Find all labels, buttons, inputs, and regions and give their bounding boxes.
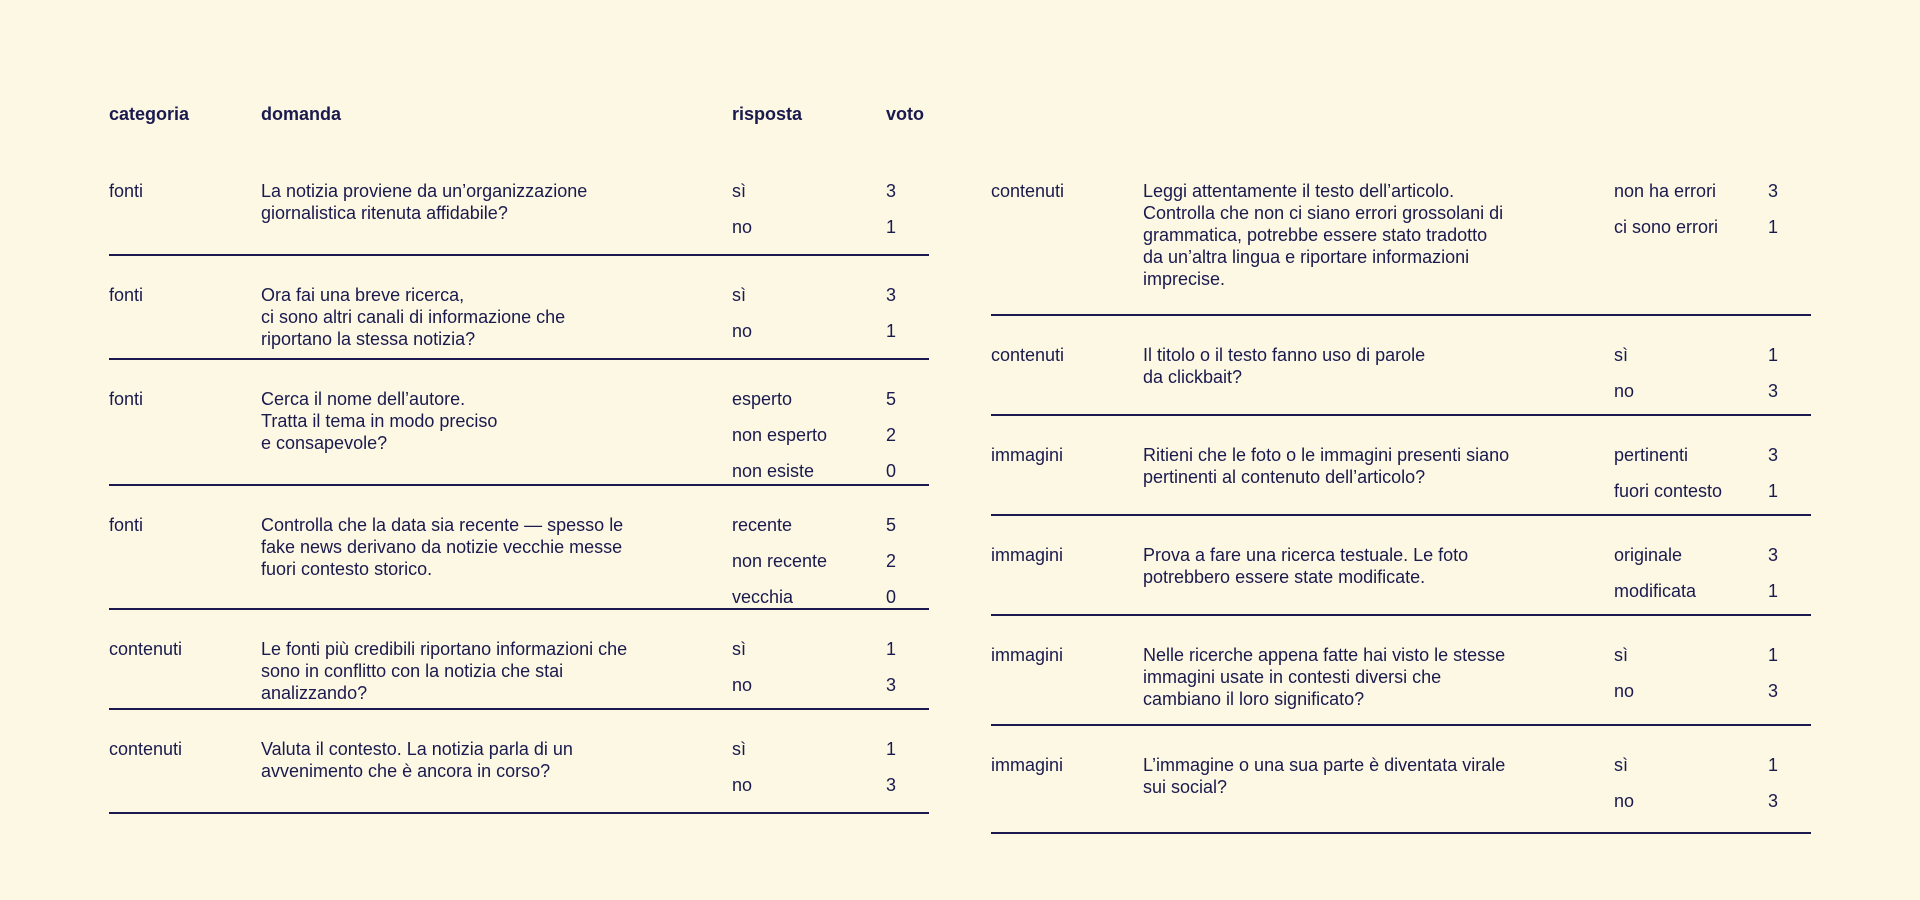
answer-text: non ha errori — [1614, 181, 1717, 201]
answer-vote: 3 — [886, 285, 897, 305]
question-line: avvenimento che è ancora in corso? — [261, 761, 551, 781]
answer-vote: 3 — [1768, 181, 1779, 201]
right-rows — [991, 180, 1811, 862]
answer-text: no — [732, 775, 753, 795]
question-line: fuori contesto storico. — [261, 559, 433, 579]
answer-option — [1614, 644, 1814, 680]
answer-text: no — [732, 675, 753, 695]
table-row — [109, 180, 929, 256]
answer-text: vecchia — [732, 587, 794, 607]
question-line: imprecise. — [1143, 269, 1226, 289]
table-row — [991, 344, 1811, 416]
answer-vote: 3 — [1768, 545, 1779, 565]
answer-option — [732, 284, 932, 320]
question-line: e consapevole? — [261, 433, 388, 453]
answer-option — [1614, 790, 1814, 826]
answer-vote: 3 — [886, 675, 897, 695]
question-line: Cerca il nome dell’autore. — [261, 389, 466, 409]
question-line: sui social? — [1143, 777, 1228, 797]
answer-text: sì — [1614, 345, 1629, 365]
row-question — [261, 514, 681, 580]
question-line: L’immagine o una sua parte è diventata virale — [1143, 755, 1506, 775]
answer-text: modificata — [1614, 581, 1697, 601]
answer-vote: 1 — [1768, 481, 1779, 501]
answer-text: no — [732, 217, 753, 237]
header-voto: voto — [886, 104, 924, 124]
row-question — [261, 738, 681, 782]
answer-vote: 2 — [886, 551, 897, 571]
row-answers — [732, 284, 932, 356]
answer-option — [1614, 680, 1814, 716]
question-line: pertinenti al contenuto dell’articolo? — [1143, 467, 1426, 487]
row-category: fonti — [109, 389, 144, 409]
answer-option — [1614, 754, 1814, 790]
answer-option — [732, 180, 932, 216]
answer-option — [732, 320, 932, 356]
answer-text: fuori contesto — [1614, 481, 1723, 501]
header-domanda: domanda — [261, 104, 342, 124]
answer-text: no — [1614, 681, 1635, 701]
answer-text: non recente — [732, 551, 828, 571]
table-row — [991, 754, 1811, 834]
question-line: Nelle ricerche appena fatte hai visto le stesse — [1143, 645, 1506, 665]
answer-option — [732, 424, 932, 460]
answer-text: non esiste — [732, 461, 815, 481]
row-category: fonti — [109, 515, 144, 535]
row-answers — [732, 388, 932, 496]
header-categoria: categoria — [109, 104, 190, 124]
answer-vote: 5 — [886, 389, 897, 409]
answer-vote: 3 — [1768, 381, 1779, 401]
answer-option — [732, 774, 932, 810]
table-header — [109, 103, 929, 127]
answer-option — [1614, 180, 1814, 216]
table-row — [109, 388, 929, 486]
answer-vote: 3 — [1768, 791, 1779, 811]
row-answers — [732, 638, 932, 710]
table-row — [991, 544, 1811, 616]
question-line: Le fonti più credibili riportano informazioni che — [261, 639, 628, 659]
answer-vote: 1 — [1768, 345, 1779, 365]
row-answers — [1614, 180, 1814, 252]
row-answers — [732, 180, 932, 252]
answer-option — [732, 388, 932, 424]
row-question — [261, 638, 681, 704]
row-category: contenuti — [109, 739, 183, 759]
answer-option — [732, 550, 932, 586]
table-row — [109, 738, 929, 814]
answer-vote: 1 — [1768, 217, 1779, 237]
answer-option — [1614, 444, 1814, 480]
row-question — [1143, 754, 1563, 798]
answer-vote: 3 — [886, 775, 897, 795]
answer-text: esperto — [732, 389, 793, 409]
row-category: immagini — [991, 545, 1064, 565]
answer-text: no — [732, 321, 753, 341]
answer-option — [732, 586, 932, 622]
row-category: contenuti — [109, 639, 183, 659]
question-line: sono in conflitto con la notizia che stai — [261, 661, 564, 681]
question-line: da clickbait? — [1143, 367, 1243, 387]
answer-vote: 1 — [886, 739, 897, 759]
answer-vote: 1 — [886, 217, 897, 237]
row-answers — [1614, 544, 1814, 616]
question-line: riportano la stessa notizia? — [261, 329, 476, 349]
question-line: Ora fai una breve ricerca, — [261, 285, 465, 305]
row-category: immagini — [991, 645, 1064, 665]
answer-option — [1614, 216, 1814, 252]
answer-vote: 1 — [1768, 581, 1779, 601]
question-line: analizzando? — [261, 683, 368, 703]
row-question — [261, 284, 681, 350]
answer-text: no — [1614, 791, 1635, 811]
question-line: Valuta il contesto. La notizia parla di un — [261, 739, 573, 759]
answer-text: sì — [732, 181, 747, 201]
row-category: immagini — [991, 755, 1064, 775]
row-question — [261, 180, 681, 224]
question-line: grammatica, potrebbe essere stato tradotto — [1143, 225, 1488, 245]
answer-vote: 3 — [1768, 681, 1779, 701]
question-line: Tratta il tema in modo preciso — [261, 411, 498, 431]
answer-option — [1614, 580, 1814, 616]
header-risposta: risposta — [732, 104, 803, 124]
answer-text: ci sono errori — [1614, 217, 1719, 237]
question-line: giornalistica ritenuta affidabile? — [261, 203, 508, 223]
row-question — [261, 388, 681, 454]
question-line: La notizia proviene da un’organizzazione — [261, 181, 588, 201]
left-rows — [109, 180, 929, 842]
answer-vote: 1 — [1768, 755, 1779, 775]
answer-vote: 5 — [886, 515, 897, 535]
answer-vote: 1 — [886, 321, 897, 341]
question-line: Controlla che la data sia recente — spesso le — [261, 515, 624, 535]
answer-option — [1614, 480, 1814, 516]
row-question — [1143, 444, 1563, 488]
table-row — [109, 638, 929, 710]
answer-option — [732, 460, 932, 496]
question-line: Il titolo o il testo fanno uso di parole — [1143, 345, 1426, 365]
row-question — [1143, 180, 1563, 290]
answer-text: sì — [1614, 645, 1629, 665]
answer-option — [732, 738, 932, 774]
answer-text: sì — [732, 639, 747, 659]
answer-text: non esperto — [732, 425, 828, 445]
answer-option — [1614, 380, 1814, 416]
answer-text: no — [1614, 381, 1635, 401]
table-row — [109, 514, 929, 610]
row-category: fonti — [109, 181, 144, 201]
row-answers — [1614, 644, 1814, 716]
question-line: Leggi attentamente il testo dell’articolo. — [1143, 181, 1455, 201]
answer-text: sì — [732, 739, 747, 759]
question-line: Controlla che non ci siano errori grossolani di — [1143, 203, 1504, 223]
answer-vote: 1 — [886, 639, 897, 659]
answer-option — [732, 674, 932, 710]
answer-text: recente — [732, 515, 793, 535]
answer-vote: 0 — [886, 587, 897, 607]
row-question — [1143, 344, 1563, 388]
table-row — [991, 180, 1811, 316]
row-category: contenuti — [991, 181, 1065, 201]
row-answers — [1614, 754, 1814, 826]
row-category: immagini — [991, 445, 1064, 465]
answer-option — [732, 638, 932, 674]
row-answers — [1614, 444, 1814, 516]
answer-vote: 2 — [886, 425, 897, 445]
question-line: Prova a fare una ricerca testuale. Le foto — [1143, 545, 1469, 565]
question-line: cambiano il loro significato? — [1143, 689, 1365, 709]
question-line: potrebbero essere state modificate. — [1143, 567, 1426, 587]
answer-text: sì — [1614, 755, 1629, 775]
row-question — [1143, 644, 1563, 710]
answer-vote: 0 — [886, 461, 897, 481]
question-line: ci sono altri canali di informazione che — [261, 307, 566, 327]
answer-text: sì — [732, 285, 747, 305]
table-row — [991, 444, 1811, 516]
question-line: immagini usate in contesti diversi che — [1143, 667, 1442, 687]
table-row — [109, 284, 929, 360]
row-question — [1143, 544, 1563, 588]
row-answers — [732, 738, 932, 810]
answer-vote: 1 — [1768, 645, 1779, 665]
answer-text: pertinenti — [1614, 445, 1689, 465]
answer-option — [1614, 344, 1814, 380]
answer-option — [732, 514, 932, 550]
row-category: fonti — [109, 285, 144, 305]
question-line: Ritieni che le foto o le immagini presenti siano — [1143, 445, 1510, 465]
answer-option — [732, 216, 932, 252]
question-line: fake news derivano da notizie vecchie messe — [261, 537, 623, 557]
answer-text: originale — [1614, 545, 1683, 565]
answer-vote: 3 — [886, 181, 897, 201]
answer-vote: 3 — [1768, 445, 1779, 465]
question-line: da un’altra lingua e riportare informazioni — [1143, 247, 1470, 267]
row-category: contenuti — [991, 345, 1065, 365]
row-answers — [1614, 344, 1814, 416]
row-answers — [732, 514, 932, 622]
answer-option — [1614, 544, 1814, 580]
table-row — [991, 644, 1811, 726]
